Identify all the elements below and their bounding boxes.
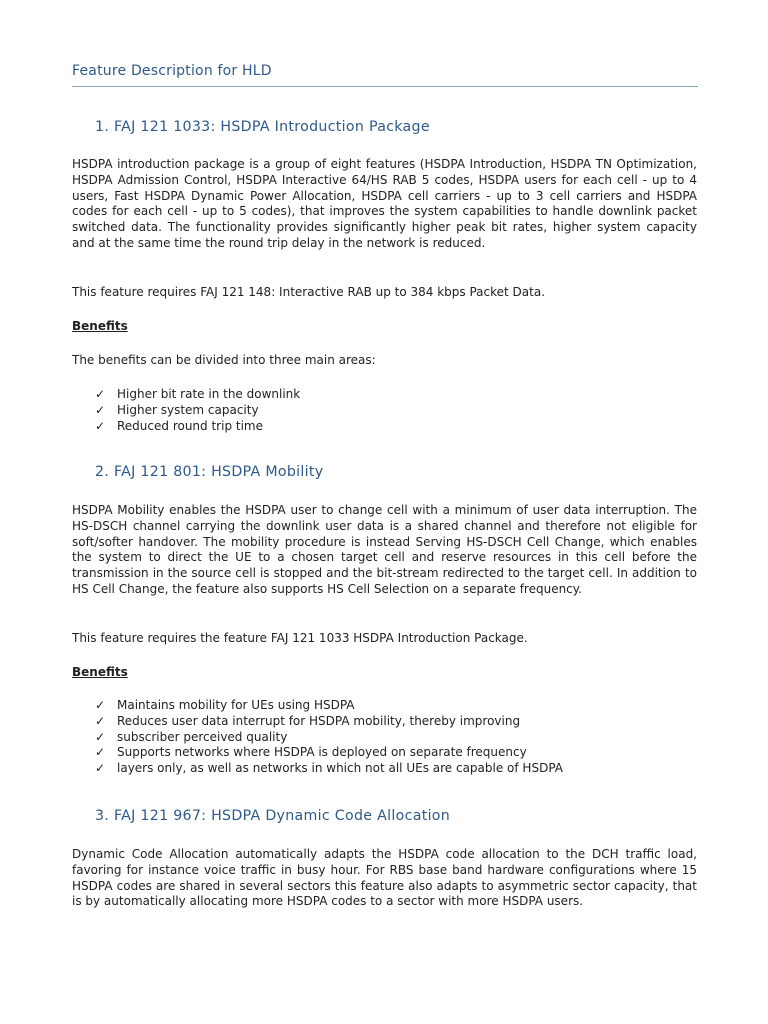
section-1-benefits-list xyxy=(95,387,300,434)
list-item xyxy=(95,403,300,419)
list-item xyxy=(95,730,563,746)
check-icon: ✓ xyxy=(95,745,106,760)
section-2-requirement: This feature requires the feature FAJ 121 1033 HSDPA Introduction Package. xyxy=(72,631,528,645)
check-icon: ✓ xyxy=(95,387,106,401)
list-item xyxy=(95,761,563,777)
list-item xyxy=(95,387,300,403)
document-header-title: Feature Description for HLD xyxy=(72,63,698,87)
check-icon: ✓ xyxy=(95,698,106,712)
section-1-benefits-intro: The benefits can be divided into three main areas: xyxy=(72,353,376,367)
list-item-text: Maintains mobility for UEs using HSDPA xyxy=(117,698,355,712)
check-icon: ✓ xyxy=(95,729,106,744)
list-item xyxy=(95,698,563,714)
section-1-paragraph: HSDPA introduction package is a group of eight features (HSDPA Introduction, HSDPA TN Optimization, HSDPA Admission Control, HSDPA Interactive 64/HS RAB 5 codes, HSDPA users for each cell - up to 4 users, Fast HSDPA Dynamic Power Allocation, HSDPA cell carriers - up to 3 cell carriers and HSDPA codes for each cell - up to 5 codes), that improves the system capabilities to handle downlink packet switched data. The functionality provides significantly higher peak bit rates, higher system capacity and at the same time the round trip delay in the network is reduced. xyxy=(72,157,697,250)
section-2-paragraph: HSDPA Mobility enables the HSDPA user to change cell with a minimum of user data interruption. The HS-DSCH channel carrying the downlink user data is a shared channel and therefore not eligible for soft/softer handover. The mobility procedure is instead Serving HS-DSCH Cell Change, which enables the system to direct the UE to a chosen target cell and reserve resources in this cell before the transmission in the source cell is stopped and the bit-stream redirected to the target cell. In addition to HS Cell Change, the feature also supports HS Cell Selection on a separate frequency. xyxy=(72,503,697,596)
check-icon: ✓ xyxy=(95,713,106,728)
list-item xyxy=(95,714,563,730)
section-2-benefits-label: Benefits xyxy=(72,665,128,679)
check-icon: ✓ xyxy=(95,402,106,417)
list-item-text: Reduces user data interrupt for HSDPA mobility, thereby improving xyxy=(117,713,521,728)
section-2-benefits-list xyxy=(95,698,563,777)
list-item-text: Reduced round trip time xyxy=(117,418,263,433)
list-item xyxy=(95,419,300,435)
section-1-number: 1. xyxy=(95,119,110,135)
list-item-text: layers only, as well as networks in which not all UEs are capable of HSDPA xyxy=(117,761,563,776)
section-1-heading xyxy=(95,119,430,135)
section-3-number: 3. xyxy=(95,808,110,824)
list-item-text: Supports networks where HSDPA is deployed on separate frequency xyxy=(117,745,527,760)
section-1-requirement: This feature requires FAJ 121 148: Interactive RAB up to 384 kbps Packet Data. xyxy=(72,285,546,299)
section-3-paragraph: Dynamic Code Allocation automatically adapts the HSDPA code allocation to the DCH traffic load, favoring for instance voice traffic in busy hour. For RBS base band hardware configurations where 15 HSDPA codes are shared in several sectors this feature also adapts to asymmetric sector capacity, that is by automatically allocating more HSDPA codes to a sector with more HSDPA users. xyxy=(72,847,697,909)
list-item-text: subscriber perceived quality xyxy=(117,729,288,744)
list-item xyxy=(95,745,563,761)
check-icon: ✓ xyxy=(95,761,106,776)
section-3-title: FAJ 121 967: HSDPA Dynamic Code Allocation xyxy=(113,808,451,824)
section-2-number: 2. xyxy=(95,464,110,480)
section-1-title: FAJ 121 1033: HSDPA Introduction Package xyxy=(113,119,430,135)
section-3-heading xyxy=(95,808,450,824)
list-item-text: Higher bit rate in the downlink xyxy=(117,387,301,401)
section-2-heading xyxy=(95,464,323,480)
section-2-title: FAJ 121 801: HSDPA Mobility xyxy=(113,464,324,480)
list-item-text: Higher system capacity xyxy=(117,402,259,417)
section-1-benefits-label: Benefits xyxy=(72,319,128,333)
check-icon: ✓ xyxy=(95,418,106,433)
